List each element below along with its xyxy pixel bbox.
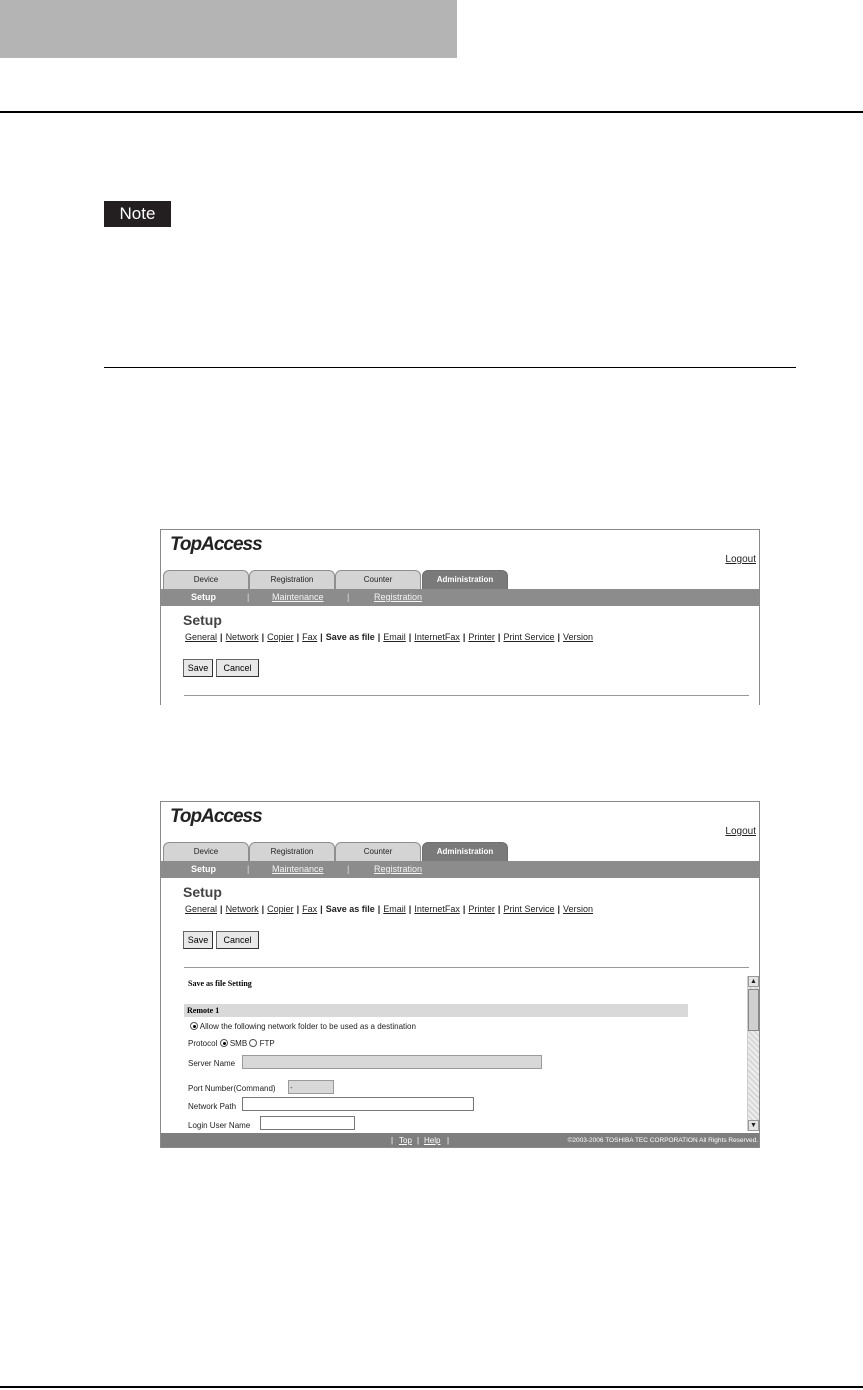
category-internetfax[interactable]: InternetFax (414, 632, 460, 642)
subnav-setup[interactable]: Setup (191, 864, 217, 874)
category-email[interactable]: Email (383, 904, 406, 914)
category-save-as-file[interactable]: Save as file (325, 632, 375, 642)
subnav-registration[interactable]: Registration (374, 864, 423, 874)
page-title: Setup (183, 884, 222, 900)
tab-administration[interactable]: Administration (422, 842, 508, 861)
topaccess-logo: TopAccess (170, 534, 262, 555)
subnav-separator: | (247, 592, 250, 602)
category-network[interactable]: Network (225, 632, 259, 642)
footer-separator: | (417, 1136, 420, 1145)
server-name-field[interactable] (242, 1055, 542, 1069)
subnav-separator: | (347, 592, 350, 602)
tab-device[interactable]: Device (163, 570, 249, 589)
category-printer[interactable]: Printer (468, 632, 495, 642)
subnav-separator: | (347, 864, 350, 874)
copyright-text: ©2003-2006 TOSHIBA TEC CORPORATION All Rights Reserved. (567, 1137, 758, 1144)
header-band (0, 0, 457, 58)
network-path-field[interactable] (242, 1097, 474, 1111)
port-number-value: - (290, 1083, 293, 1092)
save-button[interactable]: Save (183, 931, 213, 949)
category-print-service[interactable]: Print Service (503, 904, 555, 914)
category-version[interactable]: Version (563, 632, 594, 642)
login-user-name-label: Login User Name (188, 1121, 251, 1130)
subnav-maintenance[interactable]: Maintenance (272, 864, 324, 874)
port-number-field[interactable] (288, 1080, 334, 1094)
protocol-ftp-radio[interactable] (249, 1039, 257, 1047)
tab-counter[interactable]: Counter (335, 570, 421, 589)
screenshot-setup-page (160, 529, 760, 705)
category-internetfax[interactable]: InternetFax (414, 904, 460, 914)
protocol-row (188, 1039, 275, 1048)
subnav-maintenance[interactable]: Maintenance (272, 592, 324, 602)
screenshot-save-as-file-setting (160, 801, 760, 1148)
category-save-as-file[interactable]: Save as file (325, 904, 375, 914)
sub-navigation (161, 589, 760, 606)
divider (184, 695, 749, 696)
category-version[interactable]: Version (563, 904, 594, 914)
scroll-up-icon[interactable]: ▲ (748, 976, 759, 987)
scroll-thumb[interactable] (748, 989, 759, 1031)
footer-rule (0, 1386, 863, 1388)
allow-destination-row (190, 1022, 416, 1031)
subnav-setup[interactable]: Setup (191, 592, 217, 602)
scroll-down-icon[interactable]: ▼ (748, 1120, 759, 1131)
topaccess-logo: TopAccess (170, 806, 262, 827)
tab-device[interactable]: Device (163, 842, 249, 861)
logout-link[interactable]: Logout (725, 554, 756, 565)
section-header-remote-1: Remote 1 (184, 1004, 688, 1017)
logout-link[interactable]: Logout (725, 826, 756, 837)
category-print-service[interactable]: Print Service (503, 632, 555, 642)
protocol-smb-radio[interactable] (220, 1039, 228, 1047)
subnav-registration[interactable]: Registration (374, 592, 423, 602)
section-rule (104, 367, 796, 368)
category-fax[interactable]: Fax (302, 632, 318, 642)
tab-administration[interactable]: Administration (422, 570, 508, 589)
form-title: Save as file Setting (188, 979, 252, 988)
header-rule (0, 111, 863, 113)
cancel-button[interactable]: Cancel (216, 931, 259, 949)
tab-counter[interactable]: Counter (335, 842, 421, 861)
category-copier[interactable]: Copier (267, 632, 294, 642)
protocol-label: Protocol (188, 1039, 218, 1048)
category-links: General | Network | Copier | Fax | Save as file | Email | InternetFax | Printer | Print Service | Version (185, 632, 594, 642)
footer-separator: | (447, 1136, 450, 1145)
vertical-scrollbar[interactable] (747, 976, 759, 1131)
note-badge: Note (104, 201, 171, 227)
footer-separator: | (391, 1136, 394, 1145)
category-general[interactable]: General (185, 904, 218, 914)
protocol-ftp-label: FTP (259, 1039, 275, 1048)
protocol-smb-label: SMB (229, 1039, 248, 1048)
allow-destination-radio[interactable] (190, 1022, 198, 1030)
network-path-label: Network Path (188, 1102, 237, 1111)
divider (184, 967, 749, 968)
category-copier[interactable]: Copier (267, 904, 294, 914)
subnav-separator: | (247, 864, 250, 874)
server-name-label: Server Name (188, 1059, 236, 1068)
allow-destination-label: Allow the following network folder to be used as a destination (199, 1022, 416, 1031)
page-title: Setup (183, 612, 222, 628)
category-general[interactable]: General (185, 632, 218, 642)
save-button[interactable]: Save (183, 659, 213, 677)
main-tabs (161, 842, 760, 861)
footer-bar (161, 1133, 760, 1148)
cancel-button[interactable]: Cancel (216, 659, 259, 677)
category-email[interactable]: Email (383, 632, 406, 642)
tab-registration[interactable]: Registration (249, 842, 335, 861)
category-links: General | Network | Copier | Fax | Save as file | Email | InternetFax | Printer | Print Service | Version (185, 904, 594, 914)
login-user-name-field[interactable] (260, 1116, 355, 1130)
category-printer[interactable]: Printer (468, 904, 495, 914)
category-fax[interactable]: Fax (302, 904, 318, 914)
category-network[interactable]: Network (225, 904, 259, 914)
footer-help-link[interactable]: Help (424, 1136, 441, 1145)
port-number-label: Port Number(Command) (188, 1084, 276, 1093)
tab-registration[interactable]: Registration (249, 570, 335, 589)
sub-navigation (161, 861, 760, 878)
footer-top-link[interactable]: Top (399, 1136, 412, 1145)
main-tabs (161, 570, 760, 589)
